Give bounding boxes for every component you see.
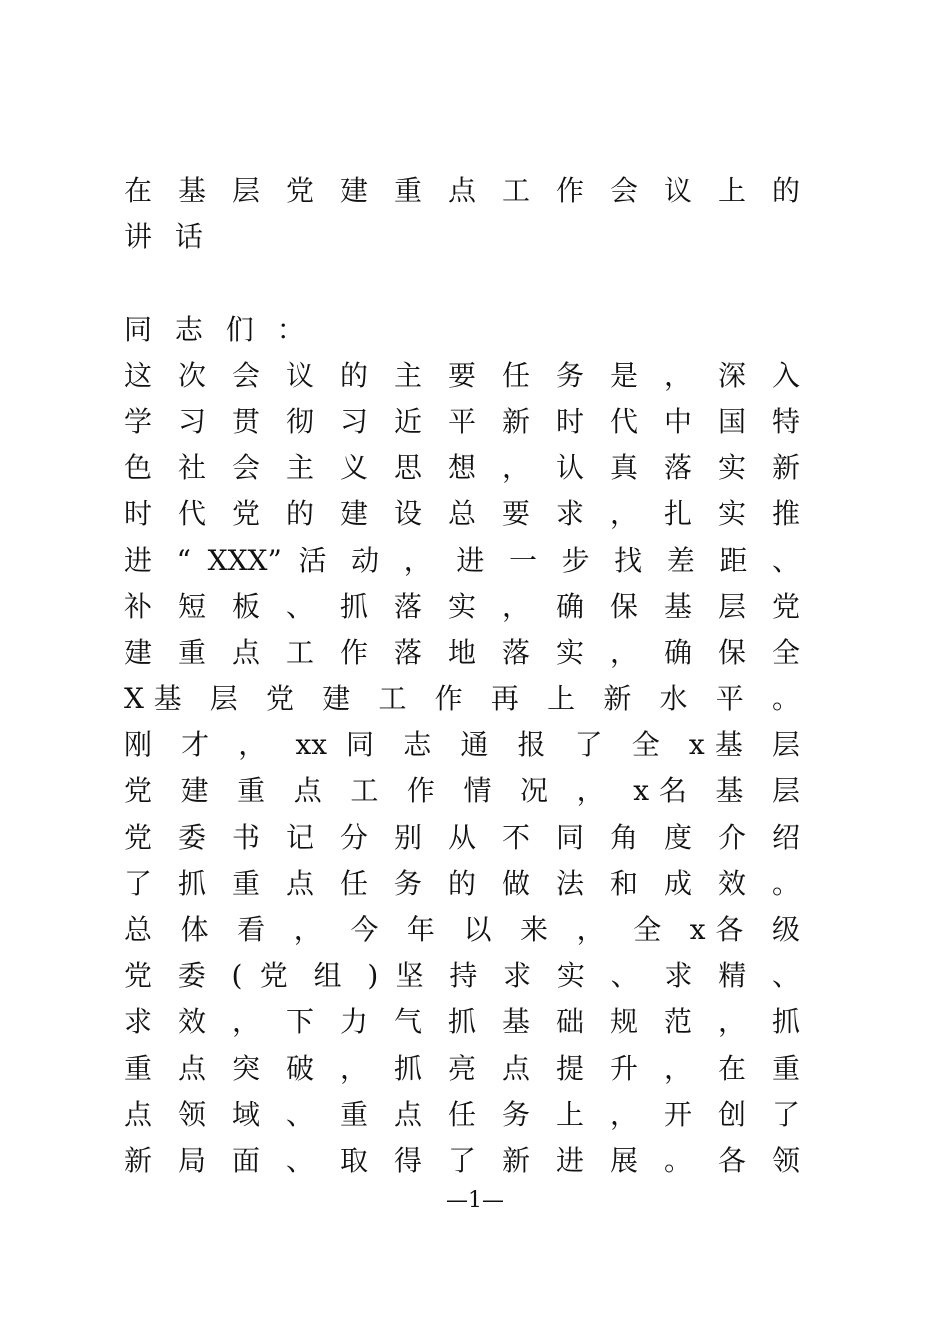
paragraph-line: 新 局 面 、 取 得 了 新 进 展 。 各 领 [124,1143,800,1177]
salutation: 同 志 们 ： [124,312,305,346]
paragraph-line: 点 领 域 、 重 点 任 务 上 ， 开 创 了 [124,1097,800,1131]
document-title-line-2: 讲 话 [124,220,203,254]
paragraph-line: 党 建 重 点 工 作 情 况 ， x名 基 层 [124,774,800,808]
paragraph-line: 党 委 ( 党 组 ) 坚 持 求 实 、 求 精 、 [124,959,800,993]
paragraph-line: 这 次 会 议 的 主 要 任 务 是 ， 深 入 [124,358,800,392]
paragraph [124,353,824,1184]
document-body [124,168,824,1184]
paragraph-line: 党 委 书 记 分 别 从 不 同 角 度 介 绍 [124,820,800,854]
paragraph-line: 了 抓 重 点 任 务 的 做 法 和 成 效 。 [124,866,800,900]
paragraph-line: 总 体 看 ， 今 年 以 来 ， 全 x各 级 [124,913,800,946]
page-number: —1— [446,1188,504,1213]
document-title-line-1: 在 基 层 党 建 重 点 工 作 会 议 上 的 [124,174,800,207]
paragraph-line: 求 效 ， 下 力 气 抓 基 础 规 范 ， 抓 [124,1005,800,1039]
paragraph-line: 建 重 点 工 作 落 地 落 实 ， 确 保 全 [124,635,800,669]
paragraph-line: 色 社 会 主 义 思 想 ， 认 真 落 实 新 [124,451,800,485]
paragraph-line: 补 短 板 、 抓 落 实 ， 确 保 基 层 党 [124,589,800,623]
paragraph-line: 进 “ XXX” 活 动 ， 进 一 步 找 差 距 、 [124,543,800,577]
paragraph-line: X基 层 党 建 工 作 再 上 新 水 平 。 [124,682,800,716]
paragraph-line: 刚 才 ， xx 同 志 通 报 了 全 x基 层 [124,728,800,762]
blank-line [124,260,824,306]
paragraph-line: 学 习 贯 彻 习 近 平 新 时 代 中 国 特 [124,404,800,438]
paragraph-line: 时 代 党 的 建 设 总 要 求 ， 扎 实 推 [124,497,800,531]
paragraph-line: 重 点 突 破 ， 抓 亮 点 提 升 ， 在 重 [124,1051,800,1085]
